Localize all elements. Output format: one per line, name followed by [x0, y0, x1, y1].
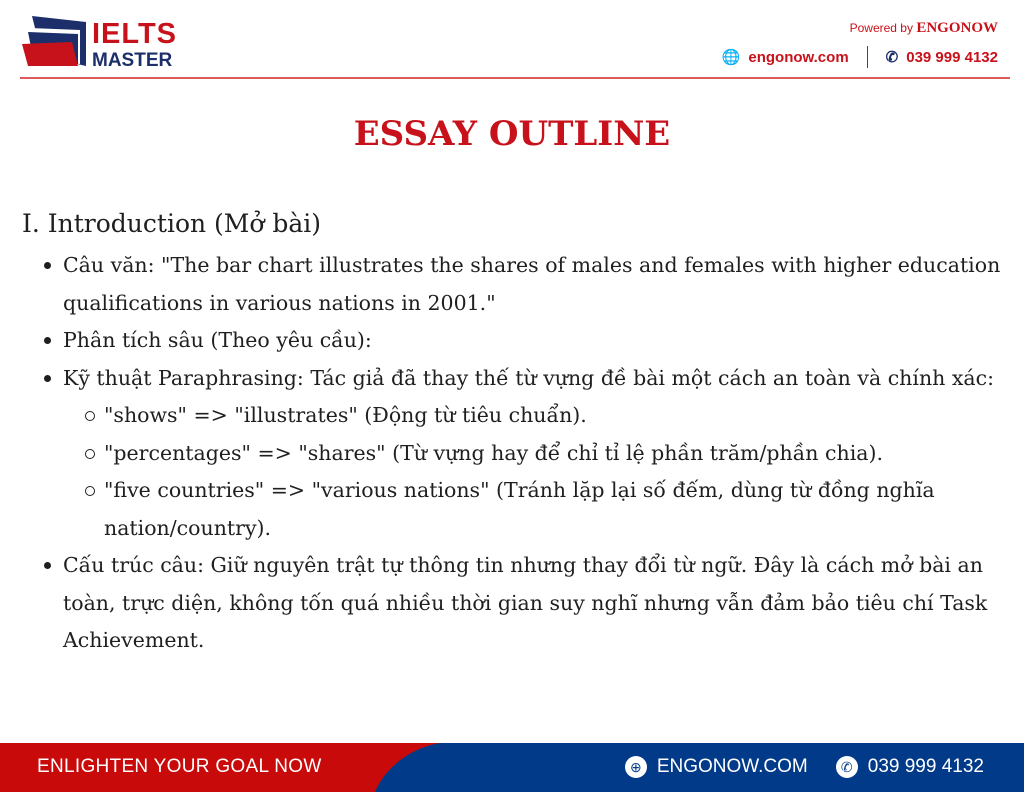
powered-by: Powered by ENGONOW [849, 20, 998, 36]
list-item: "percentages" => "shares" (Từ vựng hay để chỉ tỉ lệ phần trăm/phần chia). [22, 435, 1017, 473]
divider [867, 46, 868, 68]
footer-slogan: ENLIGHTEN YOUR GOAL NOW [37, 756, 322, 777]
footer-phone: 039 999 4132 [867, 756, 984, 777]
outline-list [22, 247, 1017, 660]
header-divider [20, 77, 1010, 79]
footer [0, 743, 1024, 792]
outline-content [22, 207, 1017, 660]
list-item: Câu văn: "The bar chart illustrates the shares of males and females with higher education qualifications in various nations in 2001." [22, 247, 1017, 322]
list-item: Phân tích sâu (Theo yêu cầu): [22, 322, 1017, 360]
globe-icon: 🌐 [721, 49, 741, 66]
list-item: "five countries" => "various nations" (Tránh lặp lại số đếm, dùng từ đồng nghĩa nation/country). [22, 472, 1017, 547]
footer-contact [625, 756, 984, 778]
list-item: Cấu trúc câu: Giữ nguyên trật tự thông tin nhưng thay đổi từ ngữ. Đây là cách mở bài an toàn, trực diện, không tốn quá nhiều thời gian suy nghĩ nhưng vẫn đảm bảo tiêu chí Task Achievement. [22, 547, 1017, 660]
book-logo-icon [20, 14, 100, 70]
globe-icon: ⊕ [625, 756, 647, 778]
ielts-master-logo: IELTS MASTER [20, 14, 180, 70]
page-title: ESSAY OUTLINE [353, 114, 671, 154]
list-item: Kỹ thuật Paraphrasing: Tác giả đã thay thế từ vựng đề bài một cách an toàn và chính xác: [22, 360, 1017, 398]
phone-icon: ✆ [885, 49, 899, 66]
footer-website-link[interactable]: ENGONOW.COM [656, 756, 808, 777]
header-website-link[interactable]: engonow.com [748, 48, 849, 66]
section-heading: I. Introduction (Mở bài) [22, 209, 322, 238]
header-contact [722, 46, 998, 68]
header-phone: 039 999 4132 [906, 48, 998, 66]
phone-icon: ✆ [836, 756, 858, 778]
list-item: "shows" => "illustrates" (Động từ tiêu chuẩn). [22, 397, 1017, 435]
